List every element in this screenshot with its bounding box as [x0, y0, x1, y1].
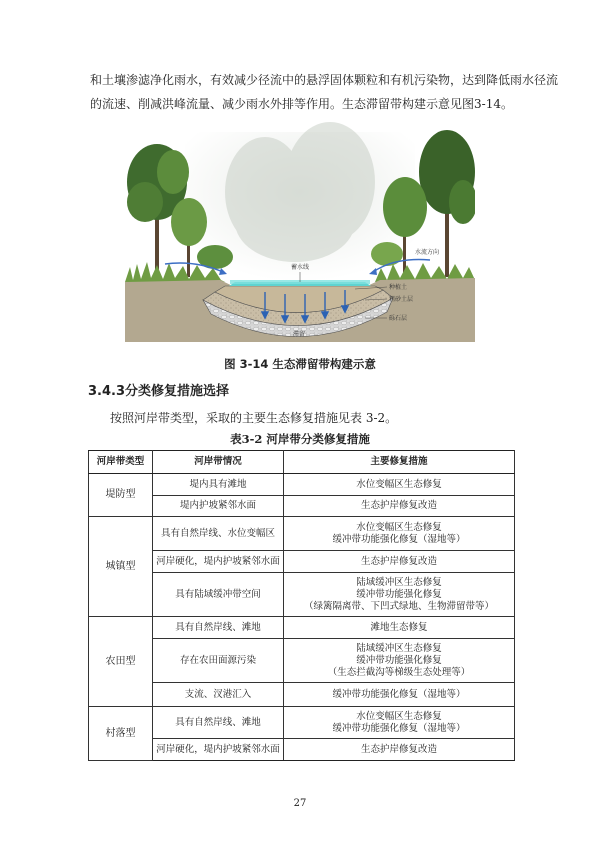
section-number: 3.4.3 [88, 384, 126, 399]
bank-type-cell: 村落型 [89, 707, 153, 761]
measure-cell: 水位变幅区生态修复 缓冲带功能强化修复（湿地等） [284, 707, 515, 739]
situation-cell: 堤内具有滩地 [153, 474, 284, 496]
water-line-label: 蓄水线 [291, 264, 310, 271]
table-row [89, 707, 515, 739]
table-row [89, 639, 515, 683]
sandy-soil-label: 粗砂土层 [389, 296, 414, 303]
header-cell: 河岸带类型 [89, 451, 153, 474]
measure-cell: 生态护岸修复改造 [284, 739, 515, 761]
situation-cell: 支流、汊港汇入 [153, 683, 284, 707]
measure-cell: 缓冲带功能强化修复（湿地等） [284, 683, 515, 707]
situation-cell: 存在农田面源污染 [153, 639, 284, 683]
situation-cell: 河岸硬化，堤内护坡紧邻水面 [153, 739, 284, 761]
situation-cell: 具有自然岸线、滩地 [153, 707, 284, 739]
situation-cell: 具有自然岸线、滩地 [153, 617, 284, 639]
measure-cell: 生态护岸修复改造 [284, 551, 515, 573]
body-paragraph [90, 68, 559, 116]
bank-type-cell: 农田型 [89, 617, 153, 707]
measure-cell: 水位变幅区生态修复 [284, 474, 515, 496]
table-intro: 按照河岸带类型，采取的主要生态修复措施见表 3-2。 [110, 411, 398, 425]
page-number: 27 [293, 798, 307, 809]
table-row [89, 617, 515, 639]
gravel-label: 砾石层 [389, 315, 408, 322]
measure-cell: 陆域缓冲区生态修复 缓冲带功能强化修复 （绿篱隔离带、下凹式绿地、生物滞留带等） [284, 573, 515, 617]
bioretention-diagram [125, 122, 475, 342]
planting-soil-label: 种植土 [389, 284, 408, 291]
situation-cell: 具有自然岸线、水位变幅区 [153, 517, 284, 551]
table-row [89, 739, 515, 761]
paragraph-line: 和土壤渗滤净化雨水，有效减少径流中的悬浮固体颗粒和有机污染物，达到降低雨水径流 [90, 73, 559, 87]
table-header-row [89, 451, 515, 474]
table-row [89, 474, 515, 496]
bank-type-cell: 城镇型 [89, 517, 153, 617]
header-cell: 河岸带情况 [153, 451, 284, 474]
table-row [89, 517, 515, 551]
flow-direction-label: 水流方向 [415, 249, 440, 256]
section-heading [88, 380, 229, 399]
table-title: 表3-2 河岸带分类修复措施 [230, 432, 370, 446]
section-title: 分类修复措施选择 [125, 384, 230, 399]
measure-cell: 水位变幅区生态修复 缓冲带功能强化修复（湿地等） [284, 517, 515, 551]
bank-type-cell: 堤防型 [89, 474, 153, 517]
table-row [89, 683, 515, 707]
measure-cell: 滩地生态修复 [284, 617, 515, 639]
measure-cell: 陆域缓冲区生态修复 缓冲带功能强化修复 （生态拦截沟等梯级生态处理等） [284, 639, 515, 683]
repair-measures-table [88, 450, 515, 761]
table-row [89, 551, 515, 573]
situation-cell: 河岸硬化，堤内护坡紧邻水面 [153, 551, 284, 573]
table-row [89, 573, 515, 617]
drain-label: 滞留 [293, 331, 306, 338]
situation-cell: 堤内护坡紧邻水面 [153, 496, 284, 517]
header-cell: 主要修复措施 [284, 451, 515, 474]
table-row [89, 496, 515, 517]
paragraph-line: 的流速、削减洪峰流量、减少雨水外排等作用。生态滞留带构建示意见图3-14。 [90, 97, 513, 111]
situation-cell: 具有陆域缓冲带空间 [153, 573, 284, 617]
measure-cell: 生态护岸修复改造 [284, 496, 515, 517]
figure-caption: 图 3-14 生态滞留带构建示意 [224, 357, 376, 371]
